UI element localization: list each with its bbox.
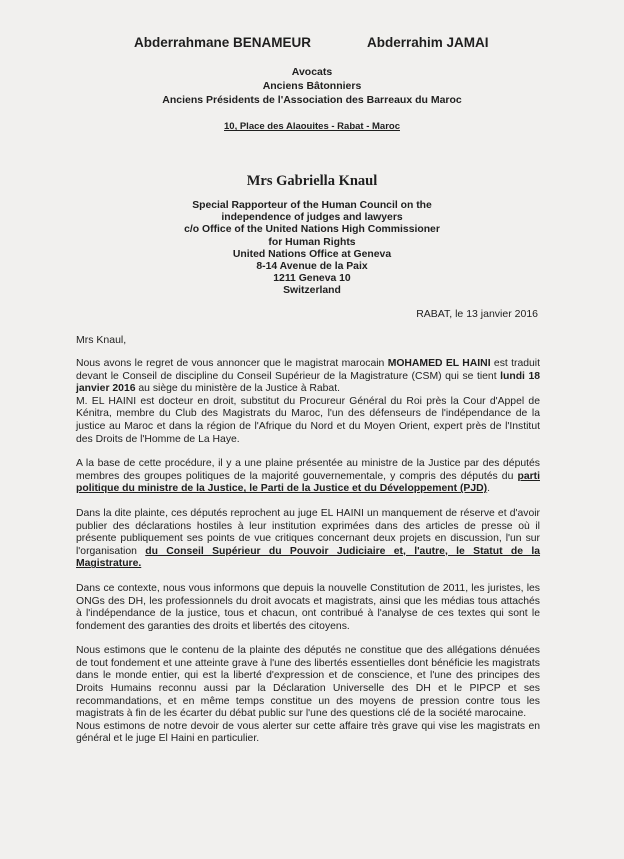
paragraph-context: Dans ce contexte, nous vous informons que depuis la nouvelle Constitution de 2011, les juristes, les ONGs des DH, les professionnels du droit avocats et magistrats, ainsi que les médias tous attachés à l'indépendance de la justice, tous et chacun, ont contribué à l'analyse de ces textes qui sont le fondement des garanties des droits et libertés des citoyens. — [76, 582, 540, 632]
letter-body — [76, 358, 540, 746]
recipient-name: Mrs Gabriella Knaul — [246, 173, 378, 189]
header-line-batonniers: Anciens Bâtonniers — [262, 80, 362, 92]
header-line-presidents: Anciens Présidents de l'Association des Barreaux du Maroc — [162, 94, 462, 106]
recipient-line: United Nations Office at Geneva — [232, 248, 392, 260]
draft-laws: du Conseil Supérieur du Pouvoir Judiciaire et, l'autre, le Statut de la Magistrature. — [76, 545, 541, 570]
header-line-avocats: Avocats — [291, 66, 333, 78]
recipient-line: independence of judges and lawyers — [221, 212, 403, 224]
magistrate-name: MOHAMED EL HAINI — [387, 358, 491, 369]
author-name-left: Abderrahmane BENAMEUR — [134, 35, 312, 50]
recipient-line: 8-14 Avenue de la Paix — [256, 261, 368, 273]
recipient-line: c/o Office of the United Nations High Commissioner — [184, 224, 440, 236]
recipient-line: Switzerland — [283, 285, 341, 297]
paragraph-complaint-origin: A la base de cette procédure, il y a une plaine présentée au ministre de la Justice par des députés membres des groupes politiques de la majorité gouvernementale, y compris des députés du parti politique du ministre de la Justice, le Parti de la Justice et du Développement (PJD). — [76, 458, 540, 495]
author-name-right: Abderrahim JAMAI — [367, 35, 489, 50]
recipient-line: for Human Rights — [268, 236, 356, 248]
paragraph-announcement: Nous avons le regret de vous annoncer que le magistrat marocain MOHAMED EL HAINI est traduit devant le Conseil de discipline du Conseil Supérieur de la Magistrature (CSM) qui se tient lundi 18 janvier 2016 au siège du ministère de la Justice à Rabat. — [76, 358, 540, 395]
sender-address: 10, Place des Alaouites - Rabat - Maroc — [224, 121, 400, 132]
paragraph-biography: M. EL HAINI est docteur en droit, substitut du Procureur Général du Roi près la Cour d'Appel de Kénitra, membre du Club des Magistrats du Maroc, l'un des défenseurs de l'indépendance de la justice au Maroc et dans la région de l'Afrique du Nord et du Moyen Orient, expert près de l'Institut des Droits de l'Homme de La Haye. — [76, 395, 540, 445]
recipient-address-block — [0, 200, 624, 298]
author-names — [0, 35, 624, 55]
paragraph-assessment: Nous estimons que le contenu de la plainte des députés ne constitue que des allégations dénuées de tout fondement et une atteinte grave à l'une des libertés essentielles dont bénéficie les magistrats dans le monde entier, qui est la liberté d'expression et de conscience, et l'une des principes des Droits Humains reconnu aussi par la Déclaration Universelle des DH et le PIPCP et ses recommandations, et en même temps constitue un des moyens de pression contre tous les magistrats à fin de les écarter du débat public sur l'une des questions clé de la société marocaine. — [76, 645, 540, 720]
hearing-date: lundi 18 janvier 2016 — [76, 370, 540, 395]
paragraph-alert: Nous estimons de notre devoir de vous alerter sur cette affaire très grave qui vise les magistrats en général et le juge El Haini en particulier. — [76, 720, 540, 745]
header-title-block — [0, 65, 624, 107]
party-name: parti politique du ministre de la Justice, le Parti de la Justice et du Développement (PJD) — [76, 470, 540, 495]
letter-date: RABAT, le 13 janvier 2016 — [416, 308, 538, 320]
salutation: Mrs Knaul, — [76, 334, 127, 346]
recipient-line: Special Rapporteur of the Human Council on the — [192, 200, 432, 211]
recipient-line: 1211 Geneva 10 — [273, 273, 351, 285]
paragraph-complaint-content: Dans la dite plainte, ces députés reprochent au juge EL HAINI un manquement de réserve et d'avoir publier des déclarations hostiles à leur institution exprimées dans des articles de presse où il présente publiquement ses points de vue critiques concernant deux projets en discussion, l'un sur l'organisation du Conseil Supérieur du Pouvoir Judiciaire et, l'autre, le Statut de la Magistrature. — [76, 507, 541, 570]
